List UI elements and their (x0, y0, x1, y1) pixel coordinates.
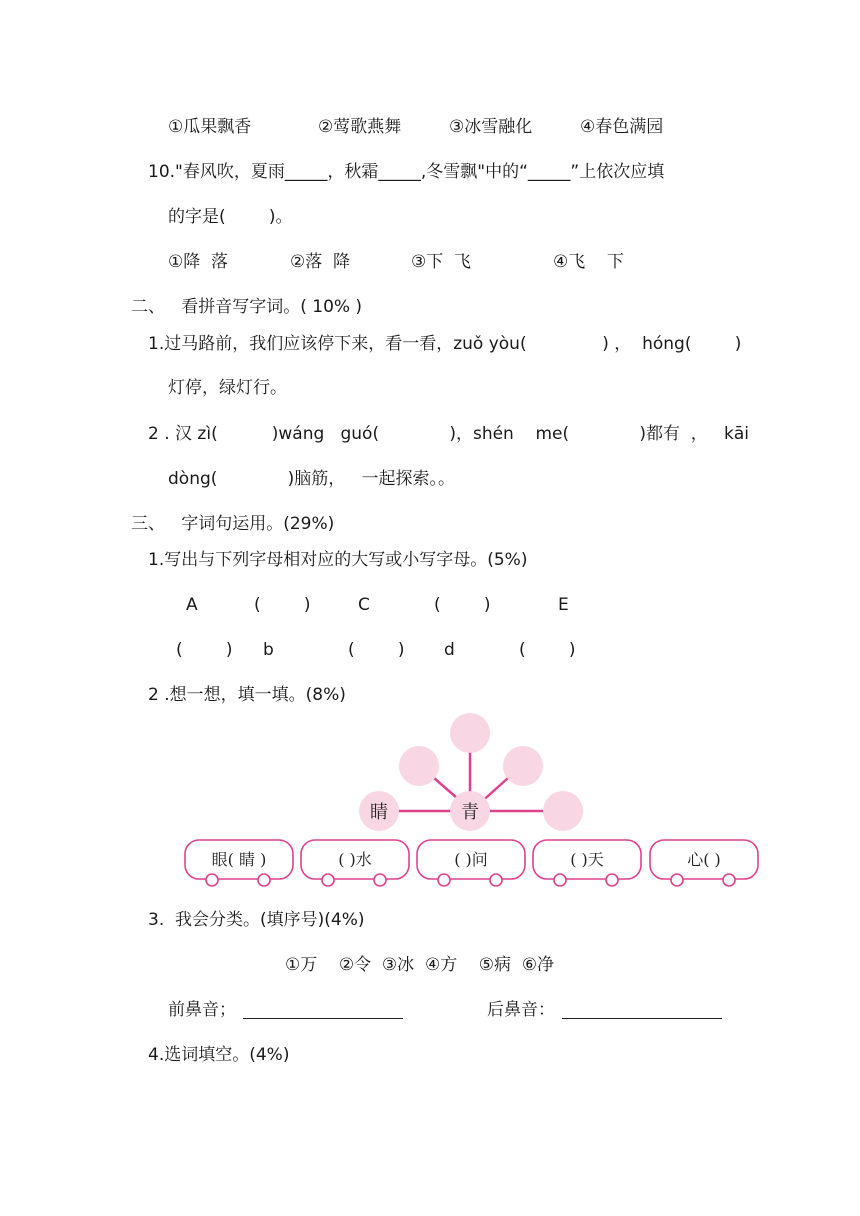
s3-q1: 1.写出与下列字母相对应的大写或小写字母。(5%) (148, 550, 528, 570)
letter-d: d (444, 640, 455, 660)
word-box-5: 心( ) (687, 850, 721, 869)
q9-option-1: ①瓜果飘香 (168, 117, 252, 137)
s2-q1-line2: 灯停，绿灯行。 (168, 378, 287, 398)
letter-blank: ( ) (519, 640, 576, 660)
q10-stem-cont: 的字是( )。 (168, 207, 293, 227)
letter-blank: ( ) (348, 640, 405, 660)
letter-b: b (263, 640, 274, 660)
letter-blank: ( ) (176, 640, 233, 660)
s2-q1-line1: 1.过马路前，我们应该停下来，看一看，zuǒ yòu( ) ， hóng( ) (148, 334, 742, 354)
q10-option-4: ④飞 下 (553, 252, 624, 272)
front-nasal-label: 前鼻音； (168, 1000, 236, 1020)
letter-blank: ( ) (434, 595, 491, 615)
blank-circle (450, 713, 490, 753)
letter-E: E (558, 595, 569, 615)
s3-q2: 2 .想一想，填一填。(8%) (148, 685, 346, 705)
word-box-4: ( )天 (570, 850, 604, 869)
q10-stem: 10."春风吹，夏雨_____，秋霜_____,冬雪飘"中的“_____”上依次应填 (148, 162, 665, 182)
blank-circle (543, 791, 583, 831)
q10-option-2: ②落 降 (290, 252, 351, 272)
letter-A: A (186, 595, 198, 615)
q9-option-4: ④春色满园 (580, 117, 664, 137)
q10-option-3: ③下 飞 (411, 252, 472, 272)
blank-circle (399, 746, 439, 786)
s2-q2-line1: 2 . 汉 zì( )wáng guó( )，shén me( )都有 ， kāi (148, 424, 749, 444)
s2-q2-line2: dòng( )脑筋， 一起探索。。 (168, 469, 455, 489)
back-nasal-answer-line[interactable] (562, 1018, 722, 1019)
s3-q3: 3. 我会分类。(填序号)(4%) (148, 910, 365, 930)
radical-diagram (0, 700, 860, 900)
left-circle-char: 睛 (370, 802, 388, 823)
word-box-2: ( )水 (338, 850, 372, 869)
front-nasal-answer-line[interactable] (243, 1018, 403, 1019)
section3-title: 三、 字词句运用。(29%) (131, 514, 335, 534)
letter-C: C (358, 595, 370, 615)
back-nasal-label: 后鼻音： (487, 1000, 555, 1020)
section2-title: 二、 看拼音写字词。( 10% ) (131, 297, 363, 317)
s3-q4: 4.选词填空。(4%) (148, 1045, 290, 1065)
word-box-3: ( )问 (454, 850, 488, 869)
word-box-1: 眼( 睛 ) (211, 850, 267, 869)
s3-q3-items: ①万 ②令 ③冰 ④方 ⑤病 ⑥净 (285, 955, 555, 975)
q9-option-3: ③冰雪融化 (449, 117, 533, 137)
q10-option-1: ①降 落 (168, 252, 229, 272)
blank-circle (503, 746, 543, 786)
hub-char: 青 (461, 802, 479, 823)
q9-option-2: ②莺歌燕舞 (318, 117, 402, 137)
letter-blank: ( ) (254, 595, 311, 615)
